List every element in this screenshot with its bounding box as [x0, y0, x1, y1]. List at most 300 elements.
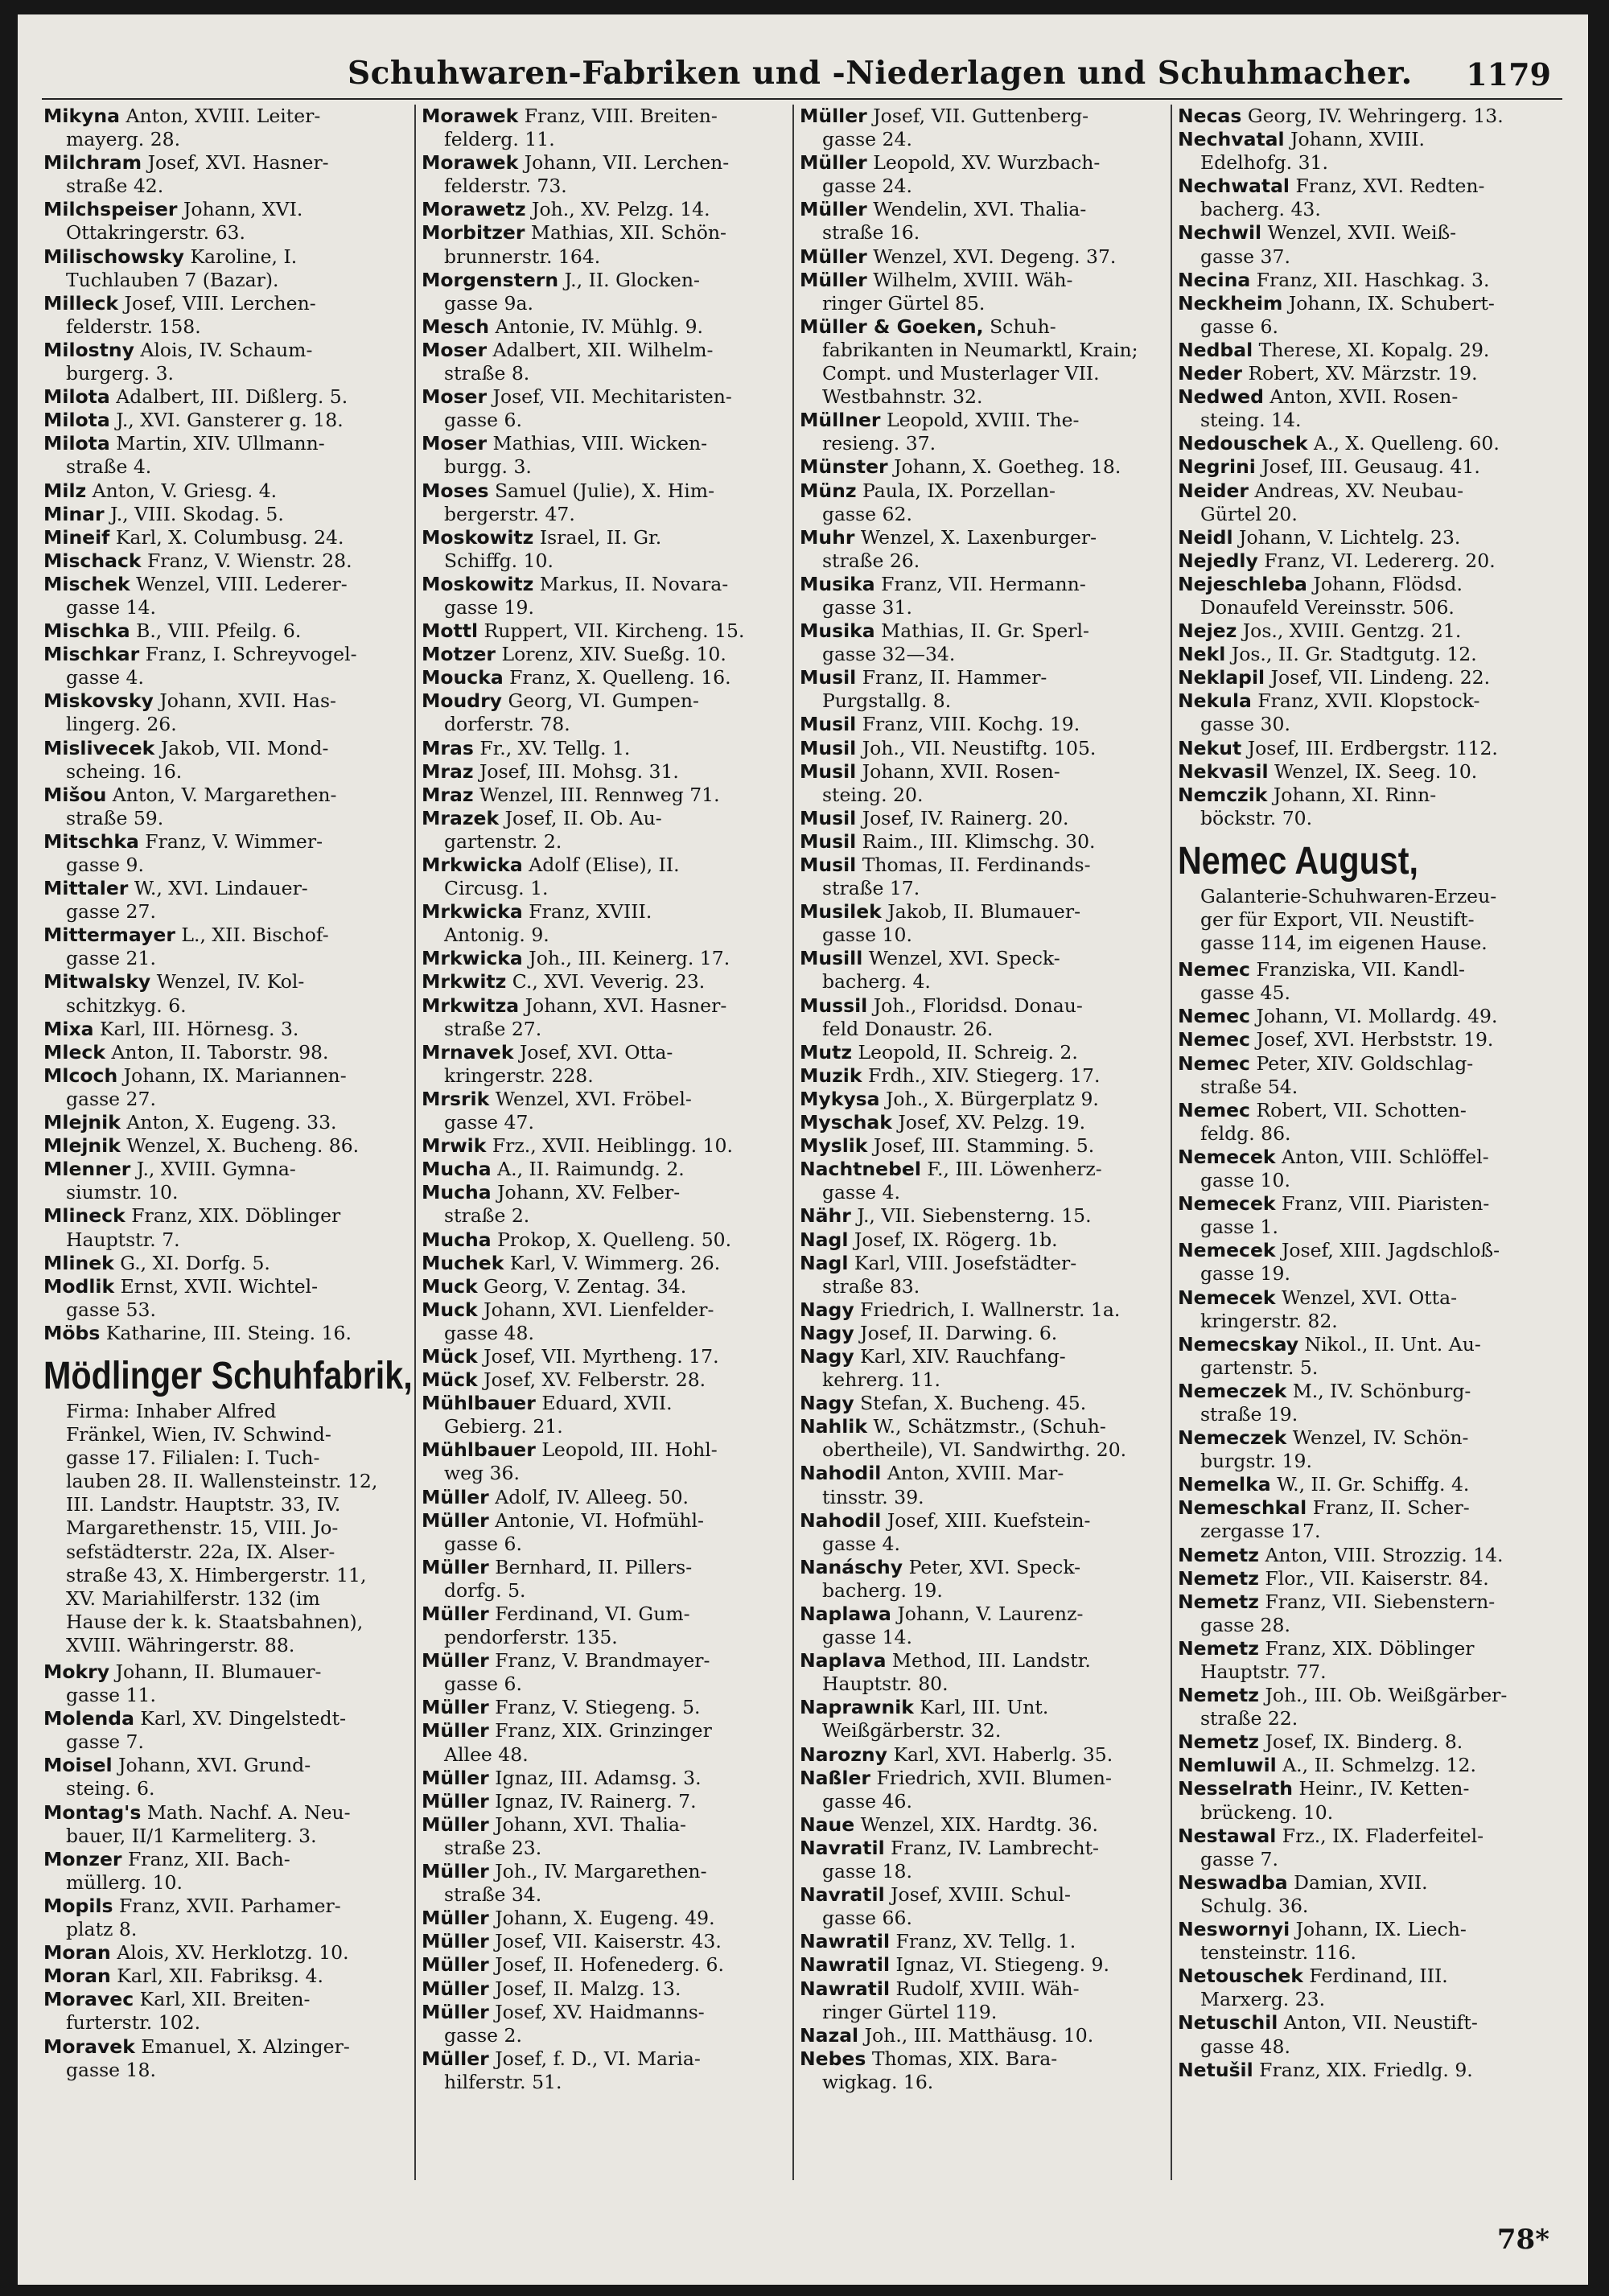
entry-surname: Naßler	[800, 1766, 871, 1789]
entry-text: Wenzel, VIII. Lederer-	[136, 572, 348, 595]
directory-entry	[1178, 1567, 1541, 1590]
entry-first-line	[43, 924, 407, 947]
entry-first-line	[800, 666, 1163, 689]
entry-first-line	[43, 2035, 407, 2059]
entry-surname: Nesselrath	[1178, 1777, 1293, 1800]
entry-text: gasse 14.	[822, 1626, 912, 1649]
entry-text: bacherg. 4.	[822, 970, 931, 994]
directory-entry	[1178, 1730, 1541, 1754]
entry-text: Rudolf, XVIII. Wäh-	[895, 1977, 1080, 2000]
directory-entry	[800, 1134, 1163, 1158]
directory-entry	[1178, 549, 1541, 573]
entry-first-line	[1178, 1918, 1541, 1941]
page-header	[42, 42, 1562, 100]
entry-text: Joh., X. Bürgerplatz 9.	[885, 1087, 1099, 1110]
entry-continuation	[800, 292, 1163, 315]
entry-surname: Mucha	[422, 1181, 492, 1204]
directory-entry	[800, 1064, 1163, 1088]
directory-entry	[800, 947, 1163, 994]
entry-surname: Mühlbauer	[422, 1392, 536, 1415]
entry-text: müllerg. 10.	[66, 1870, 183, 1894]
entry-text: Anton, VIII. Schlöffel-	[1282, 1145, 1489, 1168]
entry-text: straße 22.	[1200, 1707, 1298, 1730]
entry-text: Hauptstr. 7.	[66, 1228, 180, 1251]
entry-surname: Müller	[422, 1508, 489, 1532]
page-number: 1179	[1466, 56, 1551, 93]
entry-text: Wenzel, X. Laxenburger-	[860, 525, 1097, 549]
entry-continuation	[1178, 503, 1541, 526]
entry-text: scheing. 16.	[66, 759, 183, 783]
entry-first-line	[1178, 362, 1541, 385]
directory-entry	[800, 1392, 1163, 1415]
entry-text: straße 26.	[822, 549, 920, 572]
entry-continuation	[422, 1673, 785, 1696]
entry-surname: Mrkwitz	[422, 970, 507, 994]
entry-text: Lorenz, XIV. Sueßg. 10.	[501, 643, 726, 666]
entry-continuation	[1178, 981, 1541, 1005]
entry-continuation	[800, 1181, 1163, 1204]
directory-entry	[800, 830, 1163, 854]
entry-surname: Mischek	[43, 572, 130, 595]
entry-first-line	[1178, 1544, 1541, 1567]
entry-continuation	[43, 1918, 407, 1941]
directory-entry	[1178, 1380, 1541, 1426]
entry-surname: Nahodil	[800, 1508, 882, 1532]
entry-text: Adolf, IV. Alleeg. 50.	[495, 1485, 689, 1508]
entry-continuation	[1178, 198, 1541, 221]
entry-first-line	[1178, 1496, 1541, 1520]
entry-continuation	[1178, 1848, 1541, 1871]
entry-text: Adalbert, III. Dißlerg. 5.	[116, 385, 348, 409]
entry-continuation	[1178, 245, 1541, 269]
entry-surname: Mischack	[43, 549, 142, 572]
entry-first-line	[43, 877, 407, 900]
entry-surname: Morawek	[422, 151, 519, 175]
entry-first-line	[422, 1345, 785, 1368]
entry-continuation	[422, 1415, 785, 1438]
entry-surname: Negrini	[1178, 455, 1256, 479]
entry-first-line	[800, 1696, 1163, 1719]
entry-continuation	[800, 1673, 1163, 1696]
entry-surname: Moisel	[43, 1754, 113, 1777]
entry-text: mayerg. 28.	[66, 128, 181, 151]
entry-text: kehrerg. 11.	[822, 1368, 941, 1392]
directory-entry	[422, 479, 785, 526]
entry-first-line	[43, 1158, 407, 1181]
advertisement-line: gasse 114, im eigenen Hause.	[1200, 932, 1488, 955]
entry-continuation	[43, 994, 407, 1018]
entry-surname: Milota	[43, 409, 110, 432]
entry-first-line	[422, 198, 785, 221]
entry-surname: Musil	[800, 854, 857, 876]
entry-first-line	[800, 854, 1163, 877]
entry-surname: Milota	[43, 385, 110, 409]
directory-entry	[43, 198, 407, 245]
directory-entry	[1178, 573, 1541, 619]
entry-surname: Milischowsky	[43, 245, 184, 268]
entry-text: gasse 14.	[66, 595, 156, 619]
directory-entry	[800, 854, 1163, 900]
entry-text: Leopold, XV. Wurzbach-	[873, 151, 1101, 175]
entry-continuation	[1178, 1356, 1541, 1380]
entry-text: gasse 31.	[822, 595, 912, 619]
entry-text: Johann, X. Goetheg. 18.	[894, 455, 1121, 479]
entry-continuation	[43, 1825, 407, 1848]
entry-first-line	[422, 432, 785, 455]
entry-text: Fr., XV. Tellg. 1.	[479, 736, 631, 759]
entry-text: straße 59.	[66, 806, 164, 829]
directory-entry	[422, 221, 785, 268]
advertisement-line: Hause der k. k. Staatsbahnen),	[66, 1610, 364, 1633]
entry-first-line	[800, 1041, 1163, 1064]
directory-entry	[422, 526, 785, 573]
directory-entry	[800, 151, 1163, 198]
directory-entry	[1178, 362, 1541, 385]
entry-first-line	[800, 151, 1163, 175]
directory-entry	[422, 807, 785, 854]
directory-entry	[422, 432, 785, 479]
entry-text: gasse 10.	[1200, 1169, 1290, 1192]
entry-text: Wenzel, IV. Kol-	[156, 970, 305, 994]
directory-entry	[43, 526, 407, 549]
directory-entry	[422, 1930, 785, 1953]
entry-surname: Nagy	[800, 1298, 854, 1321]
entry-first-line	[43, 245, 407, 269]
directory-entry	[422, 1228, 785, 1252]
entry-continuation	[1178, 1122, 1541, 1146]
entry-surname: Netuschil	[1178, 2011, 1278, 2035]
entry-first-line	[43, 1707, 407, 1730]
entry-first-line	[800, 315, 1163, 339]
entry-first-line	[1178, 737, 1541, 760]
entry-first-line	[422, 1275, 785, 1298]
entry-text: Karoline, I.	[190, 245, 298, 268]
entry-first-line	[1178, 1146, 1541, 1169]
directory-entry	[43, 105, 407, 151]
entry-continuation	[800, 385, 1163, 409]
directory-entry	[422, 105, 785, 151]
entry-surname: Mesch	[422, 315, 489, 338]
directory-entry	[422, 854, 785, 900]
entry-surname: Mopils	[43, 1894, 113, 1917]
entry-text: Franz, V. Stiegeng. 5.	[495, 1696, 701, 1719]
column-1	[43, 105, 413, 2082]
entry-text: J., XVIII. Gymna-	[136, 1158, 296, 1181]
directory-entry	[800, 245, 1163, 269]
entry-continuation	[1178, 1520, 1541, 1543]
entry-first-line	[43, 105, 407, 128]
entry-text: gasse 7.	[66, 1730, 144, 1754]
advertisement-line: XV. Mariahilferstr. 132 (im	[66, 1586, 320, 1610]
entry-text: Karl, III. Unt.	[920, 1696, 1049, 1719]
entry-first-line	[800, 1322, 1163, 1345]
entry-text: Alois, IV. Schaum-	[140, 338, 313, 361]
entry-text: Peter, XIV. Goldschlag-	[1256, 1051, 1474, 1075]
entry-surname: Nejeschleba	[1178, 572, 1307, 595]
entry-surname: Mrwik	[422, 1134, 487, 1158]
directory-entry	[1178, 1028, 1541, 1051]
directory-entry	[43, 1252, 407, 1275]
entry-text: pendorferstr. 135.	[444, 1626, 618, 1649]
directory-entry	[1178, 105, 1541, 128]
entry-text: Johann, IX. Mariannen-	[123, 1064, 347, 1087]
entry-first-line	[800, 760, 1163, 784]
entry-text: Robert, XV. Märzstr. 19.	[1248, 362, 1478, 385]
entry-first-line	[1178, 1192, 1541, 1216]
entry-text: Donaufeld Vereinsstr. 506.	[1200, 595, 1455, 619]
directory-entry	[1178, 784, 1541, 830]
entry-continuation	[422, 2024, 785, 2047]
entry-text: Leopold, III. Hohl-	[541, 1438, 718, 1462]
entry-text: burgg. 3.	[444, 455, 532, 479]
entry-text: Thomas, II. Ferdinands-	[862, 854, 1091, 876]
directory-entry	[43, 432, 407, 479]
entry-text: Markus, II. Novara-	[539, 572, 729, 595]
directory-entry	[800, 1228, 1163, 1252]
entry-first-line	[43, 1204, 407, 1228]
entry-continuation	[1178, 1801, 1541, 1825]
directory-entry	[800, 455, 1163, 479]
entry-text: Franz, X. Quelleng. 16.	[509, 666, 731, 689]
entry-text: Franz, II. Scher-	[1312, 1496, 1470, 1520]
entry-text: Joh., VII. Neustiftg. 105.	[862, 736, 1097, 759]
entry-text: fabrikanten in Neumarktl, Krain;	[822, 338, 1138, 361]
entry-text: bergerstr. 47.	[444, 502, 575, 525]
directory-entry	[422, 385, 785, 432]
entry-text: Karl, XVI. Haberlg. 35.	[893, 1743, 1113, 1766]
directory-entry	[43, 1707, 407, 1754]
entry-text: Johann, XVII. Rosen-	[862, 759, 1060, 783]
entry-first-line	[1178, 221, 1541, 245]
directory-entry	[43, 1064, 407, 1111]
entry-first-line	[1178, 2011, 1541, 2035]
entry-text: Franz, V. Wimmer-	[145, 829, 323, 853]
entry-text: Wenzel, III. Rennweg 71.	[479, 783, 720, 806]
entry-surname: Möbs	[43, 1321, 101, 1344]
entry-surname: Milchram	[43, 151, 142, 175]
entry-surname: Moran	[43, 1941, 111, 1965]
entry-surname: Mutz	[800, 1040, 853, 1064]
directory-entry	[1178, 1684, 1541, 1730]
directory-entry	[1178, 1871, 1541, 1918]
directory-entry	[1178, 1146, 1541, 1192]
column-2	[422, 105, 785, 2094]
entry-surname: Mrkwicka	[422, 947, 523, 970]
signature-mark: 78*	[1496, 2224, 1549, 2256]
entry-continuation	[422, 830, 785, 854]
entry-first-line	[422, 737, 785, 760]
entry-text: Franz, XV. Tellg. 1.	[895, 1930, 1076, 1953]
entry-surname: Neklapil	[1178, 666, 1265, 689]
directory-entry	[422, 1790, 785, 1813]
entry-continuation	[43, 315, 407, 339]
entry-text: Ernst, XVII. Wichtel-	[120, 1274, 319, 1298]
entry-text: Franz, XVIII.	[529, 900, 652, 924]
entry-text: Anton, XVIII. Mar-	[887, 1462, 1064, 1485]
entry-surname: Nagl	[800, 1228, 849, 1251]
entry-first-line	[800, 1509, 1163, 1533]
directory-entry	[43, 1041, 407, 1064]
entry-surname: Mucha	[422, 1158, 492, 1181]
entry-continuation	[422, 596, 785, 619]
entry-text: Leopold, II. Schreig. 2.	[858, 1040, 1078, 1064]
entry-continuation	[800, 1790, 1163, 1813]
entry-surname: Netouschek	[1178, 1965, 1303, 1988]
entry-first-line	[43, 1660, 407, 1684]
entry-first-line	[422, 994, 785, 1018]
entry-first-line	[422, 573, 785, 596]
entry-first-line	[43, 1848, 407, 1871]
entry-surname: Milota	[43, 432, 110, 455]
entry-surname: Nanáschy	[800, 1555, 903, 1578]
entry-continuation	[43, 947, 407, 970]
entry-first-line	[800, 409, 1163, 432]
directory-entry	[1178, 339, 1541, 362]
entry-text: Therese, XI. Kopalg. 29.	[1258, 338, 1490, 361]
entry-text: Adalbert, XII. Wilhelm-	[492, 338, 714, 361]
entry-text: gasse 2.	[444, 2023, 522, 2047]
entry-continuation	[800, 432, 1163, 455]
entry-first-line	[43, 151, 407, 175]
entry-surname: Mischkar	[43, 643, 140, 666]
entry-first-line	[1178, 1005, 1541, 1028]
directory-entry	[1178, 526, 1541, 549]
entry-text: Karl, VIII. Josefstädter-	[854, 1251, 1077, 1274]
entry-text: Emanuel, X. Alzinger-	[141, 2035, 350, 2058]
entry-text: Johann, V. Laurenz-	[897, 1603, 1084, 1625]
directory-entry	[422, 1158, 785, 1181]
entry-text: Anton, XVII. Rosen-	[1270, 385, 1459, 409]
entry-surname: Münz	[800, 479, 857, 502]
directory-entry	[43, 784, 407, 830]
entry-text: gasse 6.	[444, 1532, 522, 1555]
entry-text: bauer, II/1 Karmeliterg. 3.	[66, 1824, 317, 1847]
directory-entry	[1178, 1052, 1541, 1099]
entry-surname: Nejedly	[1178, 549, 1258, 572]
entry-text: gasse 66.	[822, 1907, 912, 1930]
entry-first-line	[1178, 1567, 1541, 1590]
directory-entry	[1178, 455, 1541, 479]
entry-surname: Neckheim	[1178, 291, 1283, 315]
entry-surname: Mrsrik	[422, 1087, 490, 1110]
entry-surname: Mlejnik	[43, 1111, 121, 1134]
entry-surname: Myslik	[800, 1134, 868, 1158]
entry-text: Franz, VIII. Piaristen-	[1282, 1192, 1490, 1216]
entry-first-line	[1178, 1239, 1541, 1262]
entry-text: G., XI. Dorfg. 5.	[120, 1251, 270, 1274]
column-rule	[792, 105, 794, 2180]
entry-surname: Nechwatal	[1178, 175, 1290, 198]
directory-entry	[422, 760, 785, 784]
entry-first-line	[800, 1111, 1163, 1134]
entry-text: gartenstr. 5.	[1200, 1356, 1319, 1379]
directory-entry	[422, 573, 785, 619]
entry-surname: Milostny	[43, 338, 134, 361]
entry-surname: Moses	[422, 479, 489, 502]
entry-text: gasse 45.	[1200, 981, 1290, 1005]
entry-surname: Nekut	[1178, 736, 1242, 759]
entry-first-line	[800, 830, 1163, 854]
entry-text: Edelhofg. 31.	[1200, 151, 1328, 175]
entry-surname: Necas	[1178, 105, 1242, 127]
entry-text: L., XII. Bischof-	[181, 924, 329, 947]
entry-first-line	[422, 1438, 785, 1462]
entry-continuation	[422, 292, 785, 315]
directory-entry	[43, 245, 407, 292]
entry-continuation	[1178, 1310, 1541, 1333]
directory-entry	[422, 198, 785, 221]
entry-surname: Nestawal	[1178, 1824, 1277, 1847]
directory-entry	[800, 105, 1163, 151]
directory-entry	[800, 666, 1163, 713]
entry-continuation	[422, 877, 785, 900]
entry-continuation	[800, 128, 1163, 151]
entry-text: Josef, II. Hofenederg. 6.	[495, 1953, 724, 1977]
entry-surname: Mittermayer	[43, 924, 175, 947]
entry-text: Ignaz, IV. Rainerg. 7.	[495, 1789, 697, 1813]
entry-text: W., XVI. Lindauer-	[134, 877, 308, 900]
entry-text: felderstr. 73.	[444, 175, 567, 198]
directory-entry	[422, 339, 785, 385]
entry-text: Josef, XVI. Herbststr. 19.	[1256, 1028, 1494, 1051]
entry-continuation	[800, 1018, 1163, 1041]
entry-surname: Mlcoch	[43, 1064, 118, 1087]
entry-text: Jos., XVIII. Gentzg. 21.	[1242, 619, 1462, 643]
entry-text: gasse 9.	[66, 854, 144, 876]
entry-first-line	[800, 479, 1163, 503]
entry-surname: Mras	[422, 736, 474, 759]
entry-text: Wenzel, XIX. Hardtg. 36.	[860, 1813, 1098, 1836]
entry-text: Wenzel, XVI. Otta-	[1282, 1286, 1458, 1309]
entry-surname: Mrkwitza	[422, 994, 520, 1017]
entry-surname: Mucha	[422, 1228, 492, 1251]
advertisement-title: Mödlinger Schuhfabrik,	[43, 1354, 413, 1397]
entry-surname: Nachtnebel	[800, 1158, 921, 1181]
entry-text: Thomas, XIX. Bara-	[871, 2047, 1058, 2070]
entry-first-line	[422, 2047, 785, 2071]
entry-first-line	[800, 1649, 1163, 1673]
entry-continuation	[422, 1322, 785, 1345]
directory-entry	[1178, 175, 1541, 221]
entry-text: platz 8.	[66, 1918, 138, 1941]
entry-first-line	[1178, 549, 1541, 573]
entry-surname: Müller	[800, 105, 867, 127]
entry-surname: Mück	[422, 1368, 478, 1392]
directory-entry	[800, 1883, 1163, 1930]
entry-text: Adolf (Elise), II.	[529, 854, 680, 876]
entry-text: A., X. Quelleng. 60.	[1314, 432, 1500, 455]
entry-surname: Nagy	[800, 1392, 854, 1415]
entry-surname: Müller	[800, 198, 867, 221]
entry-surname: Neswornyi	[1178, 1918, 1290, 1941]
entry-first-line	[800, 245, 1163, 269]
entry-text: Franz, VIII. Breiten-	[524, 105, 718, 127]
entry-text: Joh., Floridsd. Donau-	[873, 994, 1083, 1017]
entry-first-line	[422, 643, 785, 666]
entry-text: Johann, IX. Schubert-	[1288, 291, 1495, 315]
entry-text: Joh., III. Ob. Weißgärber-	[1265, 1684, 1508, 1707]
entry-text: Georg, V. Zentag. 34.	[484, 1274, 687, 1298]
entry-text: gasse 62.	[822, 502, 912, 525]
directory-entry	[43, 1275, 407, 1322]
entry-surname: Nemelka	[1178, 1473, 1271, 1496]
entry-text: Antonie, IV. Mühlg. 9.	[495, 315, 704, 338]
entry-first-line	[422, 1649, 785, 1673]
entry-text: felderg. 11.	[444, 128, 555, 151]
entry-text: Circusg. 1.	[444, 877, 549, 900]
entry-text: Josef, XV. Pelzg. 19.	[898, 1111, 1086, 1134]
entry-text: ringer Gürtel 85.	[822, 291, 986, 315]
